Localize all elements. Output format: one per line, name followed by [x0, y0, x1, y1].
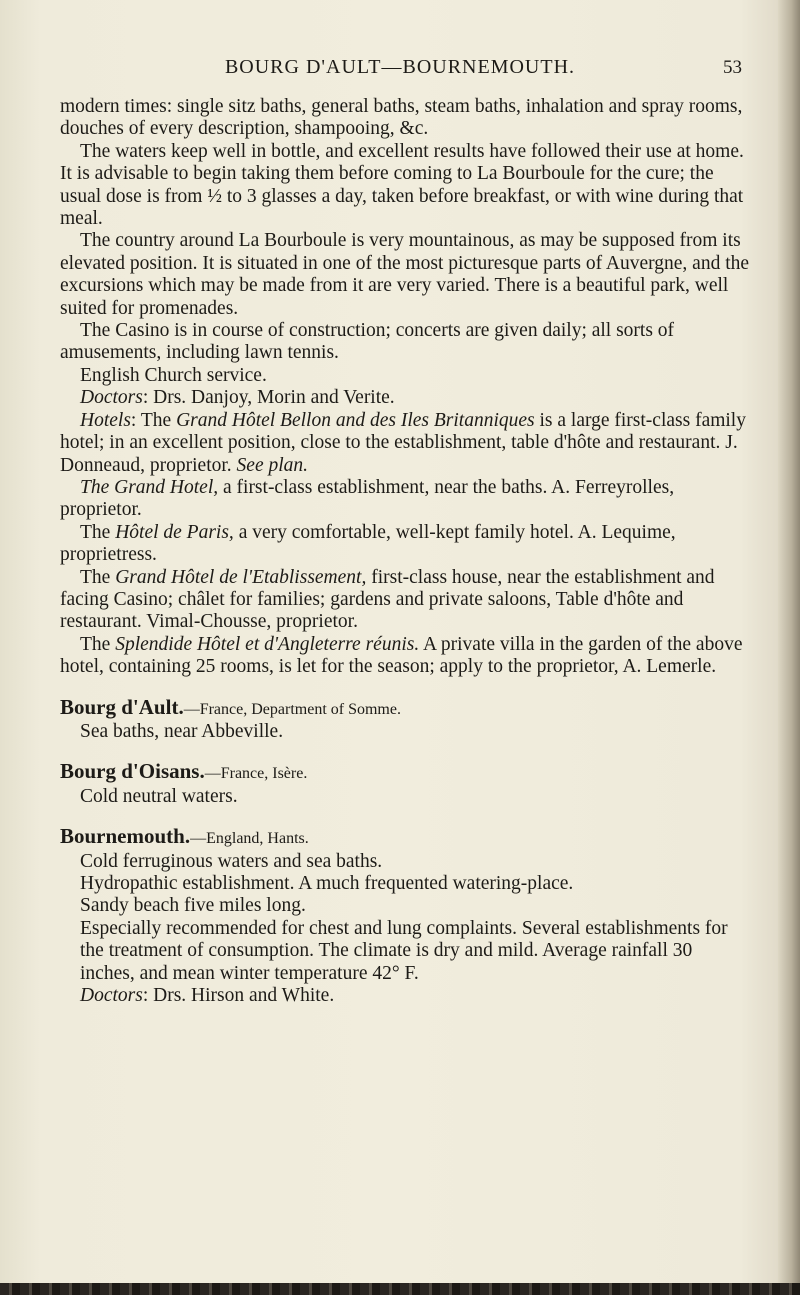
headword: Bourg d'Oisans. — [60, 759, 205, 784]
hotel-paragraph — [60, 522, 750, 567]
entry-heading — [60, 825, 750, 850]
entry-bourg-doisans — [60, 760, 750, 808]
doctors-line — [60, 387, 750, 409]
hotels-paragraph — [60, 410, 750, 477]
entry-location: —France, Isère. — [204, 765, 308, 783]
page-number: 53 — [723, 57, 742, 78]
entry-description: Especially recommended for chest and lung complaints. Several establishments for the treatment of consumption. The climate is dry and mild. Average rainfall 30 inches, and mean winter temperature 42° F. — [80, 917, 728, 984]
hotel-name: Hôtel de Paris, — [115, 521, 234, 543]
hotel-paragraph — [60, 634, 750, 679]
hotel-name: Splendide Hôtel et d'Angleterre réunis. — [115, 633, 420, 655]
paragraph: The country around La Bourboule is very mountainous, as may be supposed from its elevated position. It is situated in one of the most picturesque parts of Auvergne, and the excursions which may be made from it are very varied. There is a beautiful park, well suited for promenades. — [60, 230, 750, 319]
running-head: BOURG D'AULT—BOURNEMOUTH. — [224, 56, 576, 78]
book-binding-edge — [0, 1283, 800, 1295]
hotels-label: Hotels — [80, 409, 131, 431]
entry-bournemouth — [60, 825, 750, 1007]
doctors-label: Doctors — [80, 985, 143, 1007]
entry-heading — [60, 760, 750, 785]
hotel-text: first-class house, near the establishment and facing Casino; châlet for families; gardens and private saloons, Table d'hôte and restaurant. Vimal-Chousse, proprietor. — [60, 566, 715, 633]
entry-heading — [60, 696, 750, 721]
entry-description: Sea baths, near Abbeville. — [80, 720, 284, 742]
headword: Bourg d'Ault. — [60, 694, 184, 719]
hotel-text: A private villa in the garden of the above hotel, containing 25 rooms, is let for the season; apply to the proprietor, A. Lemerle. — [60, 633, 743, 678]
entry-bourg-dault — [60, 696, 750, 744]
paragraph: The Casino is in course of construction; concerts are given daily; all sorts of amusements, including lawn tennis. — [60, 320, 675, 364]
page-edge-shadow — [778, 0, 800, 1295]
hotel-prefix: The — [80, 521, 116, 543]
hotel-paragraph — [60, 567, 750, 634]
headword: Bournemouth. — [60, 824, 191, 849]
entry-description: Hydropathic establishment. A much frequented watering-place. — [80, 873, 574, 894]
hotel-text: a first-class establishment, near the baths. A. Ferreyrolles, proprietor. — [60, 476, 675, 521]
page-body — [60, 96, 750, 1007]
hotel-prefix: The — [80, 633, 116, 655]
page-header — [0, 56, 800, 86]
hotel-prefix: The — [80, 566, 116, 588]
paragraph: The waters keep well in bottle, and excellent results have followed their use at home. It is advisable to begin taking them before coming to La Bourboule for the cure; the usual dose is from ½ to 3 glasses a day, taken before breakfast, or with wine during that meal. — [60, 140, 744, 230]
hotels-intro: : The — [130, 409, 177, 431]
entry-description: Sandy beach five miles long. — [80, 895, 306, 917]
hotel-text: a very comfortable, well-kept family hotel. A. Lequime, proprietress. — [60, 521, 676, 566]
see-plan: See plan. — [236, 454, 309, 476]
entry-description: Cold neutral waters. — [80, 785, 238, 807]
hotel-text: is a large first-class family hotel; in an excellent position, close to the establishment, table d'hôte and restaurant. J. Donneaud, proprietor. — [60, 409, 746, 476]
entry-location: —England, Hants. — [190, 830, 309, 848]
hotel-paragraph — [60, 477, 750, 522]
hotel-name: Grand Hôtel de l'Etablissement, — [115, 566, 367, 588]
doctors-text: : Drs. Danjoy, Morin and Verite. — [142, 387, 395, 409]
paragraph: modern times: single sitz baths, general baths, steam baths, inhalation and spray rooms, douches of every description, shampooing, &c. — [60, 96, 743, 140]
hotel-name: Grand Hôtel Bellon and des Iles Britanniques — [176, 409, 535, 431]
entry-description: Cold ferruginous waters and sea baths. — [80, 850, 383, 872]
doctors-line — [60, 985, 750, 1007]
doctors-text: : Drs. Hirson and White. — [142, 985, 335, 1007]
doctors-label: Doctors — [80, 387, 143, 409]
hotel-name: The Grand Hotel, — [80, 476, 219, 498]
entry-location: —France, Department of Somme. — [183, 700, 401, 718]
paragraph: English Church service. — [80, 364, 267, 386]
